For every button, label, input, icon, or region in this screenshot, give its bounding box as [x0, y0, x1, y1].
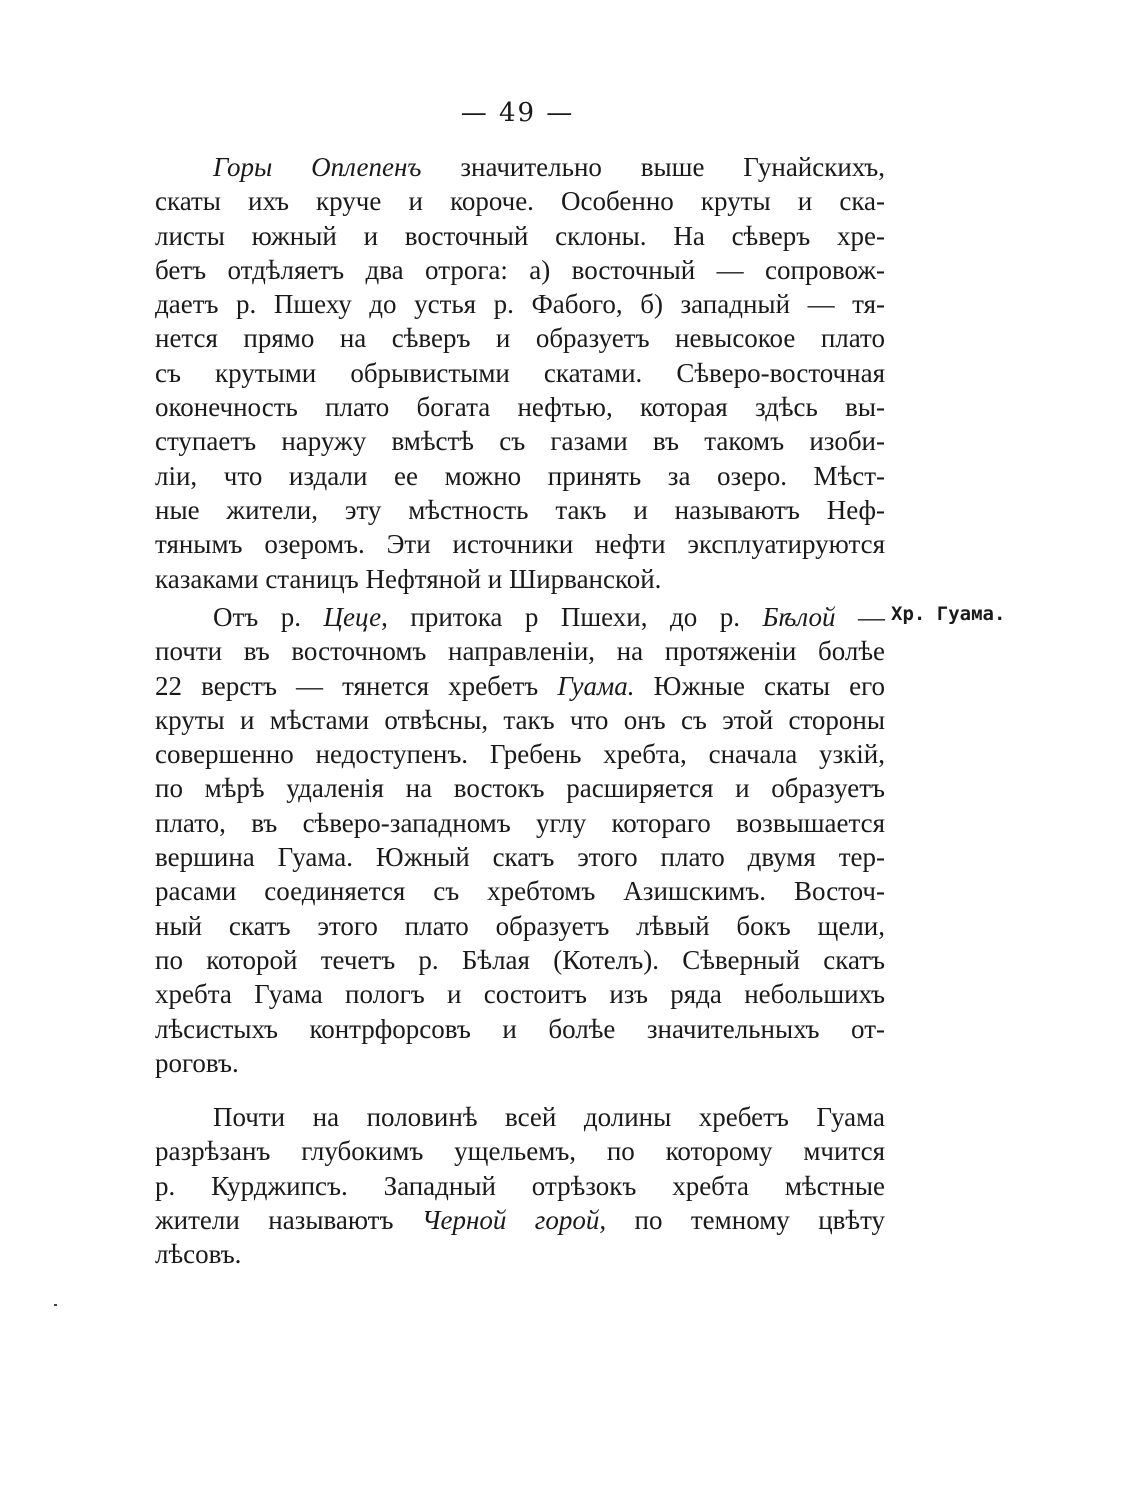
text-line: ліи, что издали ее можно принять за озеро. Мѣст-	[155, 460, 885, 491]
text-line: плато, въ сѣверо-западномъ углу котораго возвышается	[155, 807, 885, 838]
text-line: разрѣзанъ глубокимъ ущельемъ, по которому мчится	[155, 1136, 885, 1167]
text-line: бетъ отдѣляетъ два отрога: а) восточный — сопровож-	[155, 254, 885, 285]
text-line: почти въ восточномъ направленіи, на протяженіи болѣе	[155, 636, 885, 667]
paragraph-1	[155, 150, 885, 596]
text-line: лѣсистыхъ контрфорсовъ и болѣе значительныхъ от-	[155, 1013, 885, 1044]
text-line: роговъ.	[155, 1047, 239, 1078]
text-line: Почти на половинѣ всей долины хребетъ Гуама	[213, 1102, 885, 1132]
text-line: скаты ихъ круче и короче. Особенно круты и ска-	[155, 186, 885, 217]
text-line: ные жители, эту мѣстность такъ и называютъ Неф-	[155, 494, 885, 525]
text-line: листы южный и восточный склоны. На сѣверъ хре-	[155, 220, 885, 251]
text-line: съ крутыми обрывистыми скатами. Сѣверо-восточная	[155, 357, 885, 388]
text-line: по мѣрѣ удаленія на востокъ расширяется и образуетъ	[155, 773, 885, 804]
text-line: нется прямо на сѣверъ и образуетъ невысокое плато	[155, 323, 885, 354]
text-line: казаками станицъ Нефтяной и Ширванской.	[155, 563, 662, 594]
text-line: тянымъ озеромъ. Эти источники нефти эксплуатируются	[155, 529, 885, 560]
text-line: вершина Гуама. Южный скатъ этого плато двумя тер-	[155, 842, 885, 873]
margin-note: Хр. Гуама.	[891, 603, 1006, 625]
text-line: по которой течетъ р. Бѣлая (Котелъ). Сѣверный скатъ	[155, 944, 885, 975]
text-line: р. Курджипсъ. Западный отрѣзокъ хребта мѣстные	[155, 1170, 885, 1201]
text-line: хребта Гуама пологъ и состоитъ изъ ряда небольшихъ	[155, 979, 885, 1010]
paragraph-2	[155, 600, 885, 1080]
text-line: Горы Оплепенъ значительно выше Гунайскихъ,	[213, 152, 885, 182]
text-line: даетъ р. Пшеху до устья р. Фабого, б) западный — тя-	[155, 289, 885, 320]
text-line: круты и мѣстами отвѣсны, такъ что онъ съ этой стороны	[155, 704, 885, 735]
text-line: 22 верстъ — тянется хребетъ Гуама. Южные скаты его	[155, 670, 885, 701]
scan-speck	[54, 1304, 57, 1306]
text-line: Отъ р. Цеце, притока р Пшехи, до р. Бѣлой —	[213, 602, 885, 632]
text-line: оконечность плато богата нефтью, которая здѣсь вы-	[155, 392, 885, 423]
paragraph-3	[155, 1100, 885, 1271]
text-line: лѣсовъ.	[155, 1239, 242, 1270]
text-line: жители называютъ Черной горой, по темному цвѣту	[155, 1204, 885, 1235]
text-line: ный скатъ этого плато образуетъ лѣвый бокъ щели,	[155, 910, 885, 941]
text-line: совершенно недоступенъ. Гребень хребта, сначала узкій,	[155, 739, 885, 770]
text-line: ступаетъ наружу вмѣстѣ съ газами въ такомъ изоби-	[155, 426, 885, 457]
text-line: расами соединяется съ хребтомъ Азишскимъ. Восточ-	[155, 876, 885, 907]
page-number: — 49 —	[460, 98, 575, 128]
